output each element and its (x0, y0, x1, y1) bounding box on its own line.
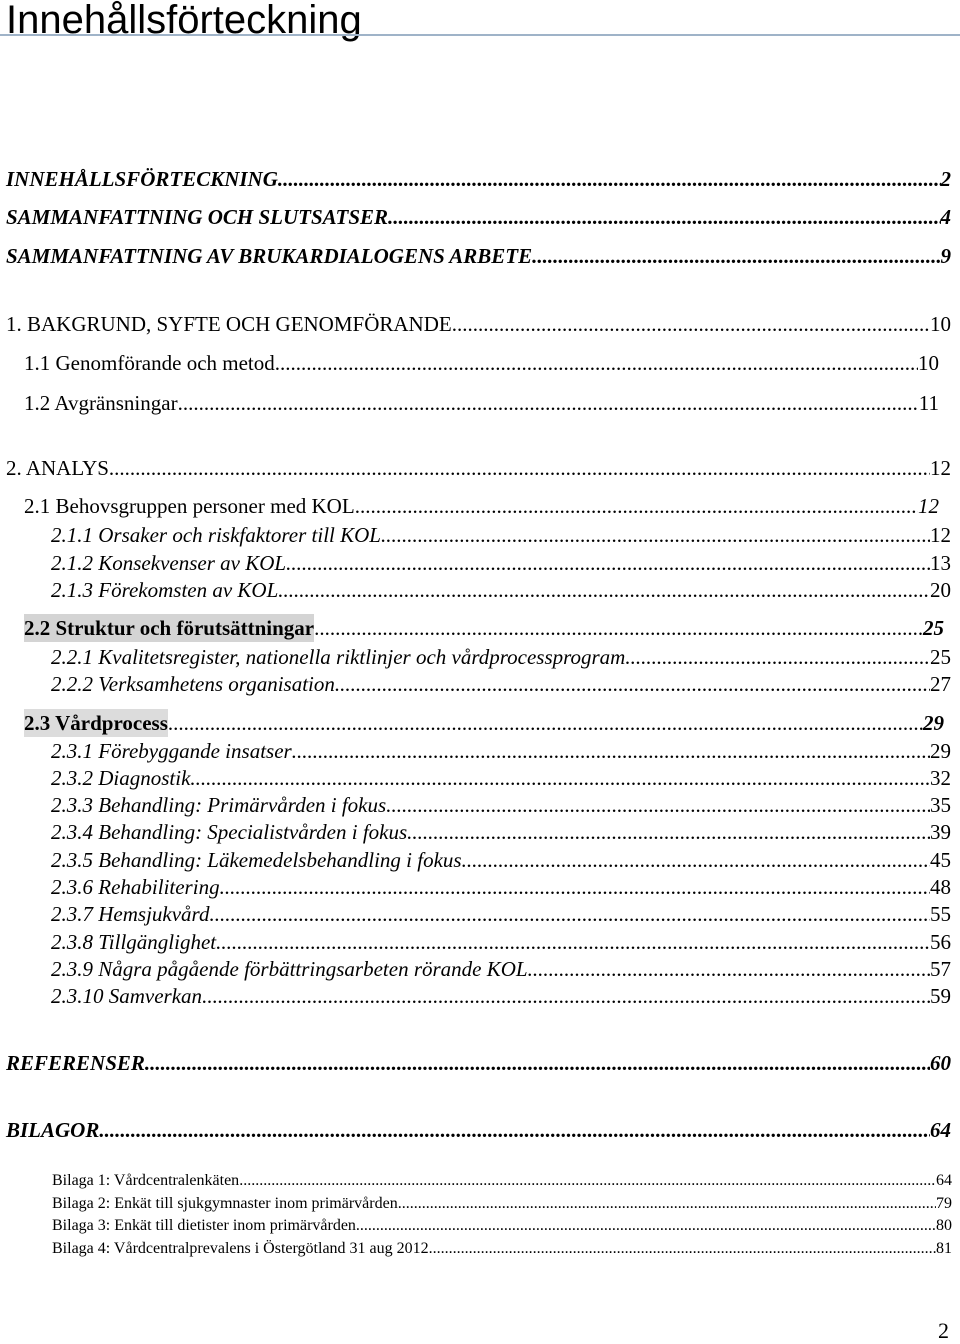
toc-entry-label: 1.2 Avgränsningar (24, 391, 178, 415)
toc-entry-brukardialogen[interactable] (6, 242, 951, 270)
toc-page-number: 32 (930, 766, 951, 790)
toc-page-number: 13 (930, 551, 951, 575)
toc-page-number: 2 (940, 167, 951, 191)
toc-page-number: 79 (936, 1195, 952, 1212)
toc-entry-section-2-1-1[interactable] (51, 521, 951, 549)
dot-leader (202, 982, 930, 1010)
toc-entry-label: 2.2 Struktur och förutsättningar (24, 616, 315, 640)
toc-entry-section-2-3-6[interactable] (51, 873, 951, 901)
toc-page-number: 10 (930, 312, 951, 336)
dot-leader (220, 873, 930, 901)
dot-leader (388, 203, 940, 231)
toc-entry-section-2-1[interactable] (24, 492, 939, 520)
toc-entry-label: 2.3.1 Förebyggande insatser (51, 739, 292, 763)
toc-entry-section-2-3-3[interactable] (51, 791, 951, 819)
toc-entry-label: 2.1.2 Konsekvenser av KOL (51, 551, 287, 575)
dot-leader (216, 928, 930, 956)
toc-entry-section-2-3-5[interactable] (51, 846, 951, 874)
toc-page-number: 11 (918, 391, 939, 415)
dot-leader (335, 670, 930, 698)
dot-leader (292, 737, 930, 765)
toc-entry-section-2-3-7[interactable] (51, 900, 951, 928)
dot-leader (178, 389, 919, 417)
toc-entry-section-2-1-3[interactable] (51, 576, 951, 604)
toc-entry-section-1-1[interactable] (24, 349, 939, 377)
toc-entry-sammanfattning-slutsatser[interactable] (6, 203, 951, 231)
toc-page-number: 48 (930, 875, 951, 899)
toc-page-number: 9 (940, 244, 951, 268)
dot-leader (275, 349, 918, 377)
toc-page-number: 25 (923, 616, 944, 640)
dot-leader (429, 1238, 936, 1260)
toc-entry-label: Bilaga 2: Enkät till sjukgymnaster inom primärvården (52, 1195, 398, 1212)
toc-entry-bilaga-2[interactable] (52, 1193, 952, 1215)
toc-entry-section-2-1-2[interactable] (51, 549, 951, 577)
toc-page-number: 39 (930, 820, 951, 844)
toc-entry-section-2-3-4[interactable] (51, 818, 951, 846)
toc-entry-label: 1. BAKGRUND, SYFTE OCH GENOMFÖRANDE (6, 312, 452, 336)
toc-entry-label: INNEHÅLLSFÖRTECKNING (6, 167, 278, 191)
dot-leader (407, 818, 930, 846)
dot-leader (528, 955, 930, 983)
dot-leader (532, 242, 940, 270)
toc-page-number: 80 (936, 1217, 952, 1234)
dot-leader (452, 310, 930, 338)
dot-leader (286, 549, 930, 577)
toc-entry-label: 2.3.3 Behandling: Primärvården i fokus (51, 793, 387, 817)
toc-page-number: 35 (930, 793, 951, 817)
toc-entry-label: 2.1.1 Orsaker och riskfaktorer till KOL (51, 523, 381, 547)
toc-entry-label: 2.1 Behovsgruppen personer med KOL (24, 494, 355, 518)
dot-leader (99, 1116, 930, 1144)
toc-entry-bilaga-4[interactable] (52, 1238, 952, 1260)
toc-page-number: 64 (930, 1118, 951, 1142)
toc-entry-label: Bilaga 3: Enkät till dietister inom primärvården (52, 1217, 356, 1234)
dot-leader (381, 521, 930, 549)
dot-leader (625, 643, 930, 671)
page-title: Innehållsförteckning (6, 0, 362, 42)
dot-leader (109, 454, 930, 482)
dot-leader (190, 764, 930, 792)
toc-entry-bilagor[interactable] (6, 1116, 951, 1144)
toc-page-number: 4 (940, 205, 951, 229)
toc-page-number: 55 (930, 902, 951, 926)
toc-entry-label: 2.1.3 Förekomsten av KOL (51, 578, 279, 602)
toc-entry-section-1-2[interactable] (24, 389, 939, 417)
toc-page-number: 12 (918, 494, 939, 518)
toc-entry-section-2-2[interactable] (24, 614, 944, 642)
toc-page-number: 45 (930, 848, 951, 872)
toc-entry-section-2-2-1[interactable] (51, 643, 951, 671)
toc-entry-section-2-2-2[interactable] (51, 670, 951, 698)
toc-entry-bilaga-1[interactable] (52, 1170, 952, 1192)
dot-leader (278, 165, 941, 193)
dot-leader (239, 1170, 936, 1192)
toc-page-number: 12 (930, 523, 951, 547)
toc-page-number: 25 (930, 645, 951, 669)
toc-entry-label: 2.3.5 Behandling: Läkemedelsbehandling i fokus (51, 848, 462, 872)
dot-leader (398, 1193, 936, 1215)
toc-entry-label: 2.3.6 Rehabilitering (51, 875, 220, 899)
dot-leader (278, 576, 930, 604)
dot-leader (314, 614, 923, 642)
toc-entry-label: SAMMANFATTNING OCH SLUTSATSER (6, 205, 389, 229)
toc-page-number: 57 (930, 957, 951, 981)
dot-leader (462, 846, 930, 874)
toc-entry-label: REFERENSER (6, 1051, 145, 1075)
toc-entry-bilaga-3[interactable] (52, 1215, 952, 1237)
footer-page-number: 2 (938, 1318, 949, 1343)
toc-entry-label: 2.3.2 Diagnostik (51, 766, 191, 790)
toc-entry-section-2-3-10[interactable] (51, 982, 951, 1010)
toc-page-number: 29 (923, 711, 944, 735)
toc-entry-section-2-3-1[interactable] (51, 737, 951, 765)
title-divider (0, 34, 960, 36)
toc-entry-label: SAMMANFATTNING AV BRUKARDIALOGENS ARBETE (6, 244, 533, 268)
toc-entry-section-2[interactable] (6, 454, 951, 482)
toc-entry-label: Bilaga 1: Vårdcentralenkäten (52, 1172, 240, 1189)
toc-entry-section-1[interactable] (6, 310, 951, 338)
toc-entry-section-2-3-8[interactable] (51, 928, 951, 956)
toc-entry-referenser[interactable] (6, 1049, 951, 1077)
dot-leader (386, 791, 930, 819)
toc-page-number: 81 (936, 1240, 952, 1257)
dot-leader (356, 1215, 936, 1237)
toc-entry-label: 2.2.1 Kvalitetsregister, nationella riktlinjer och vårdprocessprogram (51, 645, 626, 669)
toc-entry-label: 2.3.10 Samverkan (51, 984, 203, 1008)
toc-entry-section-2-3[interactable] (24, 709, 944, 737)
toc-page-number: 64 (936, 1172, 952, 1189)
toc-entry-label: 2. ANALYS (6, 456, 109, 480)
toc-page-number: 60 (930, 1051, 951, 1075)
toc-entry-label: BILAGOR (6, 1118, 100, 1142)
toc-page-number: 10 (918, 351, 939, 375)
dot-leader (145, 1049, 930, 1077)
toc-entry-label: 2.3 Vårdprocess (24, 711, 168, 735)
toc-entry-label: 1.1 Genomförande och metod (24, 351, 275, 375)
toc-entry-label: 2.3.8 Tillgänglighet (51, 930, 217, 954)
dot-leader (168, 709, 923, 737)
toc-entry-label: 2.2.2 Verksamhetens organisation (51, 672, 335, 696)
dot-leader (355, 492, 918, 520)
toc-page-number: 59 (930, 984, 951, 1008)
toc-page-number: 56 (930, 930, 951, 954)
toc-page-number: 12 (930, 456, 951, 480)
toc-entry-label: 2.3.7 Hemsjukvård (51, 902, 210, 926)
toc-page-number: 27 (930, 672, 951, 696)
toc-entry-label: 2.3.4 Behandling: Specialistvården i fokus (51, 820, 408, 844)
toc-entry-label: Bilaga 4: Vårdcentralprevalens i Östergötland 31 aug 2012 (52, 1240, 429, 1257)
toc-page-number: 20 (930, 578, 951, 602)
toc-entry-section-2-3-9[interactable] (51, 955, 951, 983)
toc-entry-section-2-3-2[interactable] (51, 764, 951, 792)
toc-page-number: 29 (930, 739, 951, 763)
toc-entry-innehallsforteckning[interactable] (6, 165, 951, 193)
dot-leader (209, 900, 930, 928)
toc-entry-label: 2.3.9 Några pågående förbättringsarbeten rörande KOL (51, 957, 528, 981)
